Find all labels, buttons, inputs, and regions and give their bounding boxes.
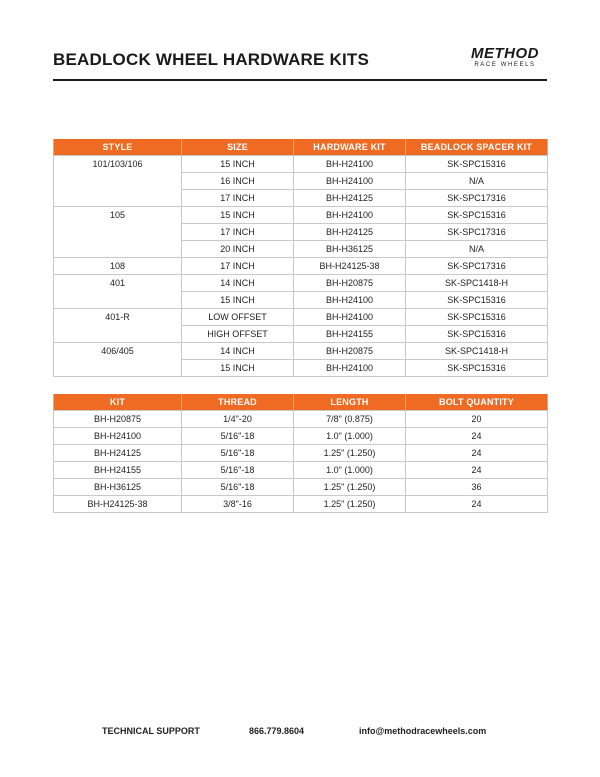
column-header-size: SIZE <box>182 139 294 155</box>
size-cell: 17 INCH <box>182 189 294 206</box>
length-cell: 1.0" (1.000) <box>294 461 406 478</box>
spacer-kit-cell: SK-SPC1418-H <box>406 342 548 359</box>
length-cell: 1.25" (1.250) <box>294 478 406 495</box>
title-divider <box>53 79 547 81</box>
spacer-kit-cell: SK-SPC15316 <box>406 308 548 325</box>
length-cell: 1.25" (1.250) <box>294 444 406 461</box>
kit-cell: BH-H24100 <box>54 427 182 444</box>
spacer-kit-cell: SK-SPC15316 <box>406 359 548 376</box>
size-cell: 15 INCH <box>182 291 294 308</box>
column-header-spacer-kit: BEADLOCK SPACER KIT <box>406 139 548 155</box>
spacer-kit-cell: SK-SPC15316 <box>406 155 548 172</box>
thread-cell: 5/16"-18 <box>182 444 294 461</box>
spacer-kit-cell: SK-SPC15316 <box>406 291 548 308</box>
column-header-kit: KIT <box>54 394 182 410</box>
kit-cell: BH-H20875 <box>54 410 182 427</box>
bolt-quantity-cell: 20 <box>406 410 548 427</box>
bolt-quantity-cell: 24 <box>406 444 548 461</box>
style-cell: 101/103/106 <box>54 155 182 206</box>
spacer-kit-cell: N/A <box>406 240 548 257</box>
table-row <box>54 478 548 495</box>
table-row <box>54 274 548 291</box>
support-email-link[interactable]: info@methodracewheels.com <box>359 726 487 736</box>
spacer-kit-cell: SK-SPC15316 <box>406 206 548 223</box>
kit-spec-table <box>53 394 548 513</box>
bolt-quantity-cell: 24 <box>406 461 548 478</box>
hardware-kit-cell: BH-H24125 <box>294 189 406 206</box>
column-header-length: LENGTH <box>294 394 406 410</box>
fitment-table <box>53 139 548 377</box>
table-row <box>54 155 548 172</box>
table-row <box>54 410 548 427</box>
style-cell: 108 <box>54 257 182 274</box>
style-cell: 105 <box>54 206 182 257</box>
thread-cell: 5/16"-18 <box>182 461 294 478</box>
hardware-kit-cell: BH-H36125 <box>294 240 406 257</box>
hardware-kit-cell: BH-H24125-38 <box>294 257 406 274</box>
hardware-kit-cell: BH-H24155 <box>294 325 406 342</box>
footer <box>0 726 600 740</box>
table-row <box>54 495 548 512</box>
spacer-kit-cell: SK-SPC17316 <box>406 223 548 240</box>
column-header-bolt-quantity: BOLT QUANTITY <box>406 394 548 410</box>
size-cell: 16 INCH <box>182 172 294 189</box>
table-row <box>54 206 548 223</box>
hardware-kit-cell: BH-H24100 <box>294 206 406 223</box>
bolt-quantity-cell: 24 <box>406 495 548 512</box>
fitment-header-row <box>54 139 548 155</box>
hardware-kit-cell: BH-H24100 <box>294 291 406 308</box>
style-cell: 401 <box>54 274 182 308</box>
spacer-kit-cell: SK-SPC17316 <box>406 257 548 274</box>
hardware-kit-cell: BH-H24100 <box>294 172 406 189</box>
support-phone[interactable]: 866.779.8604 <box>249 726 305 736</box>
length-cell: 1.25" (1.250) <box>294 495 406 512</box>
column-header-thread: THREAD <box>182 394 294 410</box>
size-cell: 15 INCH <box>182 155 294 172</box>
table-row <box>54 444 548 461</box>
hardware-kit-cell: BH-H24125 <box>294 223 406 240</box>
bolt-quantity-cell: 24 <box>406 427 548 444</box>
bolt-quantity-cell: 36 <box>406 478 548 495</box>
column-header-hardware-kit: HARDWARE KIT <box>294 139 406 155</box>
thread-cell: 1/4"-20 <box>182 410 294 427</box>
table-row <box>54 427 548 444</box>
size-cell: 15 INCH <box>182 359 294 376</box>
kit-cell: BH-H36125 <box>54 478 182 495</box>
hardware-kit-cell: BH-H20875 <box>294 274 406 291</box>
length-cell: 7/8" (0.875) <box>294 410 406 427</box>
table-row <box>54 461 548 478</box>
style-cell: 401-R <box>54 308 182 342</box>
support-label: TECHNICAL SUPPORT <box>102 726 200 736</box>
size-cell: 15 INCH <box>182 206 294 223</box>
table-row <box>54 342 548 359</box>
kit-header-row <box>54 394 548 410</box>
size-cell: 17 INCH <box>182 257 294 274</box>
size-cell: LOW OFFSET <box>182 308 294 325</box>
hardware-kit-cell: BH-H24100 <box>294 308 406 325</box>
hardware-kit-cell: BH-H20875 <box>294 342 406 359</box>
method-logo <box>463 47 547 69</box>
spacer-kit-cell: SK-SPC17316 <box>406 189 548 206</box>
kit-cell: BH-H24125-38 <box>54 495 182 512</box>
hardware-kit-cell: BH-H24100 <box>294 155 406 172</box>
page-title: BEADLOCK WHEEL HARDWARE KITS <box>53 50 370 69</box>
size-cell: 20 INCH <box>182 240 294 257</box>
logo-tagline: RACE WHEELS <box>474 62 536 68</box>
kit-cell: BH-H24155 <box>54 461 182 478</box>
spacer-kit-cell: SK-SPC15316 <box>406 325 548 342</box>
thread-cell: 3/8"-16 <box>182 495 294 512</box>
kit-cell: BH-H24125 <box>54 444 182 461</box>
hardware-kit-cell: BH-H24100 <box>294 359 406 376</box>
size-cell: 14 INCH <box>182 274 294 291</box>
logo-wordmark: METHOD <box>471 45 539 62</box>
spacer-kit-cell: N/A <box>406 172 548 189</box>
size-cell: 14 INCH <box>182 342 294 359</box>
size-cell: 17 INCH <box>182 223 294 240</box>
spacer-kit-cell: SK-SPC1418-H <box>406 274 548 291</box>
table-row <box>54 257 548 274</box>
length-cell: 1.0" (1.000) <box>294 427 406 444</box>
thread-cell: 5/16"-18 <box>182 478 294 495</box>
thread-cell: 5/16"-18 <box>182 427 294 444</box>
column-header-style: STYLE <box>54 139 182 155</box>
size-cell: HIGH OFFSET <box>182 325 294 342</box>
table-row <box>54 308 548 325</box>
style-cell: 406/405 <box>54 342 182 376</box>
